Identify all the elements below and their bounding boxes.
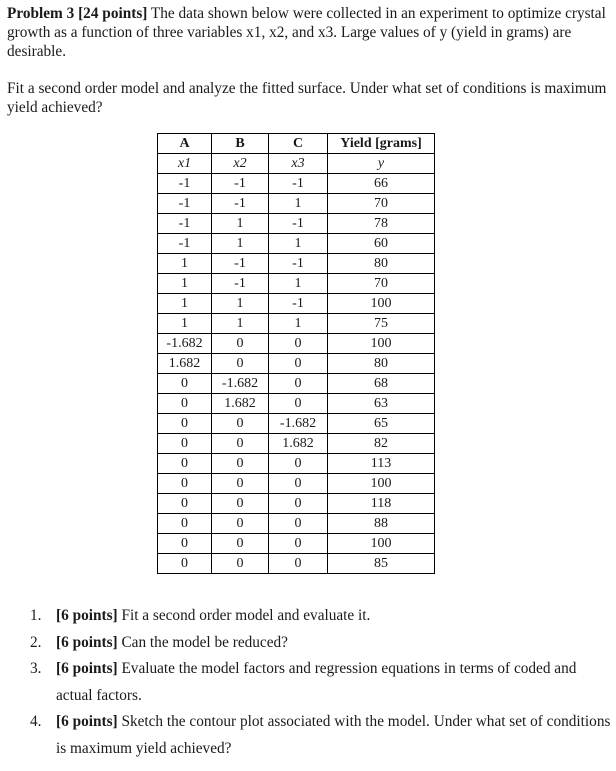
- variable-x2: x2: [212, 154, 269, 174]
- table-cell: 1.682: [158, 354, 212, 374]
- table-cell: 70: [328, 274, 435, 294]
- question-item: [0, 709, 616, 762]
- table-cell: 0: [158, 414, 212, 434]
- table-cell: 0: [269, 334, 328, 354]
- table-cell: 0: [212, 414, 269, 434]
- table-cell: 0: [269, 554, 328, 574]
- table-cell: -1: [212, 254, 269, 274]
- table-cell: 82: [328, 434, 435, 454]
- table-row: [158, 354, 435, 374]
- table-row: [158, 494, 435, 514]
- table-cell: -1: [269, 254, 328, 274]
- table-cell: 60: [328, 234, 435, 254]
- question-list: [0, 603, 616, 762]
- table-cell: 1: [269, 314, 328, 334]
- table-row: [158, 254, 435, 274]
- table-cell: 1.682: [212, 394, 269, 414]
- problem-title: Problem 3 [24 points]: [7, 5, 148, 22]
- problem-description: The data shown below were collected in an experiment to optimize crystal growth as a function of three variables x1, x2, and x3. Large values of y (yield in grams) are desirable.: [7, 5, 606, 60]
- question-item: [0, 630, 616, 657]
- variable-y: y: [328, 154, 435, 174]
- table-cell: 0: [212, 514, 269, 534]
- table-cell: 1: [269, 234, 328, 254]
- table-cell: 0: [269, 454, 328, 474]
- question-text: Fit a second order model and evaluate it.: [117, 607, 371, 624]
- table-cell: 0: [158, 474, 212, 494]
- table-cell: 1: [212, 314, 269, 334]
- table-row: [158, 434, 435, 454]
- question-points: [6 points]: [56, 633, 118, 651]
- table-cell: 1: [269, 274, 328, 294]
- table-cell: 0: [269, 354, 328, 374]
- table-cell: 0: [212, 494, 269, 514]
- table-row: [158, 374, 435, 394]
- question-text: Can the model be reduced?: [117, 633, 288, 651]
- table-cell: 0: [158, 434, 212, 454]
- table-cell: 0: [212, 354, 269, 374]
- table-cell: 0: [212, 474, 269, 494]
- question-item: [0, 656, 616, 709]
- question-item: [0, 603, 616, 630]
- table-variable-row: [158, 154, 435, 174]
- question-points: [6 points]: [56, 607, 118, 624]
- table-cell: 0: [269, 394, 328, 414]
- table-cell: 0: [269, 494, 328, 514]
- table-cell: -1: [158, 194, 212, 214]
- table-cell: 1: [158, 314, 212, 334]
- table-cell: 0: [212, 534, 269, 554]
- table-row: [158, 514, 435, 534]
- table-cell: -1: [269, 174, 328, 194]
- table-cell: 0: [212, 334, 269, 354]
- question-number: 1.: [30, 607, 42, 624]
- table-row: [158, 554, 435, 574]
- table-cell: 1: [158, 294, 212, 314]
- table-cell: 0: [158, 394, 212, 414]
- table-row: [158, 394, 435, 414]
- table-row: [158, 334, 435, 354]
- data-table: [157, 133, 435, 574]
- table-row: [158, 174, 435, 194]
- table-cell: 100: [328, 334, 435, 354]
- table-cell: 63: [328, 394, 435, 414]
- table-body: [158, 174, 435, 574]
- table-cell: 0: [269, 514, 328, 534]
- table-cell: 1.682: [269, 434, 328, 454]
- table-cell: 88: [328, 514, 435, 534]
- question-text: Evaluate the model factors and regression equations in terms of coded and actual factors.: [56, 660, 577, 704]
- table-cell: 1: [158, 274, 212, 294]
- question-number: 2.: [30, 633, 42, 651]
- table-cell: 0: [158, 374, 212, 394]
- header-b: B: [212, 134, 269, 154]
- table-cell: 100: [328, 474, 435, 494]
- table-cell: -1: [269, 294, 328, 314]
- table-cell: 113: [328, 454, 435, 474]
- table-cell: -1: [269, 214, 328, 234]
- table-cell: 0: [269, 474, 328, 494]
- variable-x3: x3: [269, 154, 328, 174]
- table-cell: 100: [328, 294, 435, 314]
- table-cell: 0: [269, 374, 328, 394]
- question-points: [6 points]: [56, 660, 118, 677]
- table-cell: 0: [158, 554, 212, 574]
- table-cell: 1: [212, 214, 269, 234]
- table-row: [158, 294, 435, 314]
- header-c: C: [269, 134, 328, 154]
- table-cell: 78: [328, 214, 435, 234]
- table-cell: 75: [328, 314, 435, 334]
- question-number: 3.: [30, 660, 42, 677]
- table-row: [158, 274, 435, 294]
- table-cell: 80: [328, 354, 435, 374]
- table-row: [158, 234, 435, 254]
- table-cell: -1: [158, 174, 212, 194]
- table-row: [158, 194, 435, 214]
- table-cell: 0: [158, 454, 212, 474]
- table-row: [158, 534, 435, 554]
- problem-statement: [7, 4, 607, 61]
- table-row: [158, 474, 435, 494]
- table-cell: -1: [212, 194, 269, 214]
- table-cell: -1.682: [212, 374, 269, 394]
- table-cell: -1: [158, 234, 212, 254]
- table-cell: 0: [158, 494, 212, 514]
- table-row: [158, 414, 435, 434]
- table-cell: 1: [158, 254, 212, 274]
- table-cell: 0: [212, 554, 269, 574]
- table-cell: 0: [158, 514, 212, 534]
- table-cell: 85: [328, 554, 435, 574]
- table-cell: 0: [158, 534, 212, 554]
- table-cell: 1: [212, 294, 269, 314]
- question-text: Sketch the contour plot associated with the model. Under what set of conditions is maximum yield achieved?: [56, 713, 611, 757]
- table-cell: 70: [328, 194, 435, 214]
- table-cell: 0: [212, 434, 269, 454]
- table-row: [158, 214, 435, 234]
- table-cell: -1: [212, 274, 269, 294]
- table-cell: 1: [269, 194, 328, 214]
- table-cell: 68: [328, 374, 435, 394]
- table-cell: -1.682: [158, 334, 212, 354]
- problem-task: Fit a second order model and analyze the fitted surface. Under what set of conditions is maximum yield achieved?: [7, 80, 607, 116]
- table-cell: 1: [212, 234, 269, 254]
- table-cell: -1: [158, 214, 212, 234]
- table-cell: 65: [328, 414, 435, 434]
- table-cell: -1.682: [269, 414, 328, 434]
- question-points: [6 points]: [56, 713, 118, 730]
- table-header-row: [158, 134, 435, 154]
- table-row: [158, 454, 435, 474]
- table-cell: 0: [212, 454, 269, 474]
- table-row: [158, 314, 435, 334]
- table-cell: 0: [269, 534, 328, 554]
- table-cell: 100: [328, 534, 435, 554]
- table-cell: 66: [328, 174, 435, 194]
- table-cell: 80: [328, 254, 435, 274]
- question-number: 4.: [30, 713, 42, 730]
- variable-x1: x1: [158, 154, 212, 174]
- header-yield: Yield [grams]: [328, 134, 435, 154]
- table-cell: 118: [328, 494, 435, 514]
- table-cell: -1: [212, 174, 269, 194]
- header-a: A: [158, 134, 212, 154]
